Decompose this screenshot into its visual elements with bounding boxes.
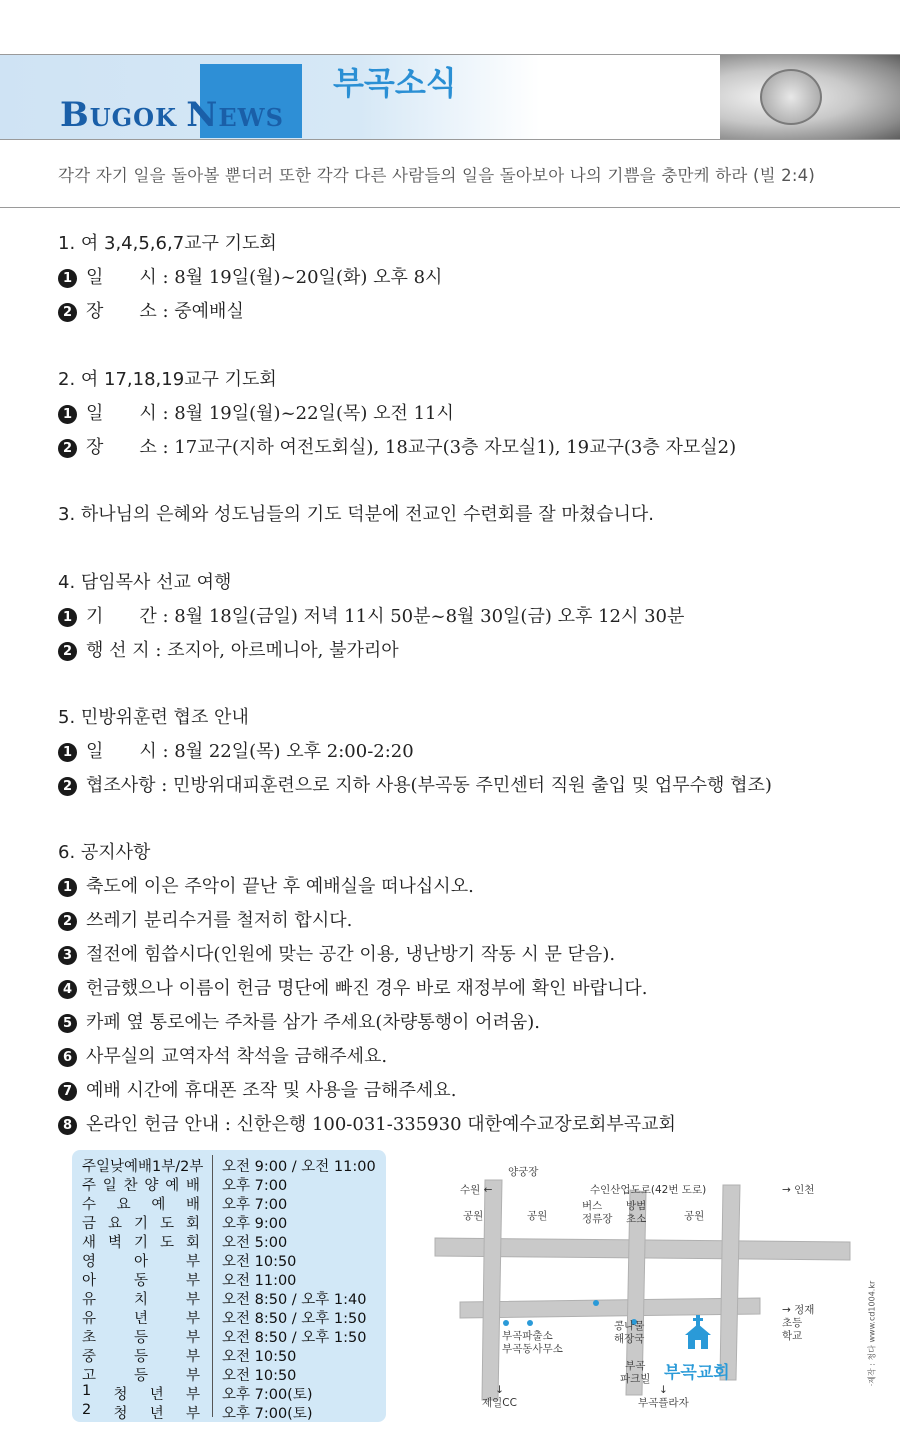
design-credit: ·제작 : 청다 www.cd1004.kr xyxy=(867,1280,877,1387)
item-5-heading: 5. 민방위훈련 협조 안내 xyxy=(58,707,249,728)
map-label-road: 수인산업도로(42번 도로) xyxy=(590,1184,707,1196)
number-badge: 1 xyxy=(58,269,77,288)
number-badge: 7 xyxy=(58,1082,77,1101)
bible-verse: 각각 자기 일을 돌아볼 뿐더러 또한 각각 다른 사람들의 일을 돌아보아 나의 기쁨을 충만케 하라 (빌 2:4) xyxy=(58,166,815,185)
schedule-time: 오전 5:00 xyxy=(222,1235,288,1251)
number-badge: 2 xyxy=(58,303,77,322)
schedule-name: 아 동 부 xyxy=(82,1273,200,1289)
number-badge: 3 xyxy=(58,946,77,965)
notice-2: 2 쓰레기 분리수거를 철저히 합시다. xyxy=(58,906,352,932)
number-badge: 2 xyxy=(58,642,77,661)
item-2-line-1: 1 일 시 : 8월 19일(월)~22일(목) 오전 11시 xyxy=(58,399,454,425)
police-marker-2 xyxy=(527,1320,533,1326)
map-label-plaza: ↓ 부곡플라자 xyxy=(638,1384,689,1409)
schedule-divider xyxy=(212,1155,213,1417)
schedule-name: 고 등 부 xyxy=(82,1368,200,1384)
map-label-school: → 정재 초등 학교 xyxy=(782,1304,815,1342)
number-badge: 1 xyxy=(58,405,77,424)
schedule-name: 유 치 부 xyxy=(82,1292,200,1308)
number-badge: 1 xyxy=(58,743,77,762)
number-badge: 8 xyxy=(58,1116,77,1135)
item-1-line-2: 2 장 소 : 중예배실 xyxy=(58,297,244,323)
schedule-time: 오후 7:00(토) xyxy=(222,1406,313,1422)
schedule-name: 금 요 기 도 회 xyxy=(82,1216,200,1232)
map-label-restaurant: 콩나물 해장국 xyxy=(614,1320,645,1345)
brand-logo: BUGOK NEWS xyxy=(60,95,284,135)
item-4-line-1: 1 기 간 : 8월 18일(금일) 저녁 11시 50분~8월 30일(금) 오후 12시 30분 xyxy=(58,602,684,628)
church-icon xyxy=(685,1315,711,1349)
map-label-park-2: 공원 xyxy=(527,1210,548,1222)
schedule-time: 오전 10:50 xyxy=(222,1254,297,1270)
schedule-time: 오전 8:50 / 오후 1:50 xyxy=(222,1330,367,1346)
number-badge: 6 xyxy=(58,1048,77,1067)
map-label-church: 부곡교회 xyxy=(664,1363,730,1383)
schedule-time: 오후 9:00 xyxy=(222,1216,288,1232)
schedule-time: 오전 10:50 xyxy=(222,1368,297,1384)
schedule-time: 오전 8:50 / 오후 1:40 xyxy=(222,1292,367,1308)
number-badge: 2 xyxy=(58,777,77,796)
schedule-time: 오전 9:00 / 오전 11:00 xyxy=(222,1159,376,1175)
schedule-time: 오전 11:00 xyxy=(222,1273,297,1289)
page-title: 부곡소식 xyxy=(333,64,457,102)
number-badge: 2 xyxy=(58,439,77,458)
map-label-jeil-cc: ↓ 제일CC xyxy=(482,1384,517,1409)
map-label-parkville: 부곡 파크빌 xyxy=(620,1360,651,1385)
map-label-bus-stop: 버스 정류장 xyxy=(582,1200,613,1225)
notice-4: 4 헌금했으나 이름이 헌금 명단에 빠진 경우 바로 재정부에 확인 바랍니다. xyxy=(58,974,647,1000)
right-road-vertical xyxy=(720,1185,740,1380)
notice-1: 1 축도에 이은 주악이 끝난 후 예배실을 떠나십시오. xyxy=(58,872,474,898)
schedule-name: 초 등 부 xyxy=(82,1330,200,1346)
schedule-time: 오후 7:00 xyxy=(222,1197,288,1213)
item-1-line-1: 1 일 시 : 8월 19일(월)~20일(화) 오후 8시 xyxy=(58,263,442,289)
map-label-police: 부곡파출소 부곡동사무소 xyxy=(502,1330,563,1355)
schedule-time: 오후 7:00(토) xyxy=(222,1387,313,1403)
left-road-vertical xyxy=(482,1180,502,1400)
lower-road-horizontal xyxy=(460,1298,760,1318)
schedule-name: 주일낮예배1부/2부 xyxy=(82,1159,204,1175)
map-label-incheon: → 인천 xyxy=(782,1184,815,1196)
item-3-heading: 3. 하나님의 은혜와 성도님들의 기도 덕분에 전교인 수련회를 잘 마쳤습니다. xyxy=(58,504,655,525)
map-label-park-1: 공원 xyxy=(463,1210,484,1222)
map-label-archery: 양궁장 xyxy=(508,1166,539,1178)
schedule-name: 1 청 년 부 xyxy=(82,1383,200,1403)
number-badge: 4 xyxy=(58,980,77,999)
schedule-time: 오전 8:50 / 오후 1:50 xyxy=(222,1311,367,1327)
police-marker-1 xyxy=(503,1320,509,1326)
item-2-line-2: 2 장 소 : 17교구(지하 여전도회실), 18교구(3층 자모실1), 19교구(3층 자모실2) xyxy=(58,433,736,459)
church-location-map xyxy=(430,1166,870,1420)
map-label-park-3: 공원 xyxy=(684,1210,705,1222)
schedule-name: 영 아 부 xyxy=(82,1254,200,1270)
schedule-name: 유 년 부 xyxy=(82,1311,200,1327)
schedule-name: 중 등 부 xyxy=(82,1349,200,1365)
map-label-suwon: 수원 ← xyxy=(460,1184,493,1196)
map-label-crime-post: 방범 초소 xyxy=(626,1200,647,1225)
schedule-name: 새 벽 기 도 회 xyxy=(82,1235,200,1251)
notice-3: 3 절전에 힘씁시다(인원에 맞는 공간 이용, 냉난방기 작동 시 문 닫음). xyxy=(58,940,615,966)
notice-6: 6 사무실의 교역자석 착석을 금해주세요. xyxy=(58,1042,387,1068)
item-4-line-2: 2 행 선 지 : 조지아, 아르메니아, 불가리아 xyxy=(58,636,399,662)
notice-5: 5 카페 옆 통로에는 주차를 삼가 주세요(차량통행이 어려움). xyxy=(58,1008,540,1034)
item-1-heading: 1. 여 3,4,5,6,7교구 기도회 xyxy=(58,233,277,254)
number-badge: 1 xyxy=(58,608,77,627)
schedule-time: 오후 7:00 xyxy=(222,1178,288,1194)
number-badge: 2 xyxy=(58,912,77,931)
schedule-name: 주 일 찬 양 예 배 xyxy=(82,1178,200,1194)
header-bottom-rule xyxy=(0,139,900,140)
verse-rule xyxy=(0,207,900,208)
number-badge: 5 xyxy=(58,1014,77,1033)
item-6-heading: 6. 공지사항 xyxy=(58,842,151,863)
item-4-heading: 4. 담임목사 선교 여행 xyxy=(58,572,232,593)
item-2-heading: 2. 여 17,18,19교구 기도회 xyxy=(58,369,277,390)
notice-8: 8 온라인 헌금 안내 : 신한은행 100-031-335930 대한예수교장로회부곡교회 xyxy=(58,1110,676,1136)
bus-stop-marker xyxy=(593,1300,599,1306)
number-badge: 1 xyxy=(58,878,77,897)
item-5-line-2: 2 협조사항 : 민방위대피훈련으로 지하 사용(부곡동 주민센터 직원 출입 및 업무수행 협조) xyxy=(58,771,772,797)
header-tree-stump-image xyxy=(720,55,900,139)
item-5-line-1: 1 일 시 : 8월 22일(목) 오후 2:00-2:20 xyxy=(58,737,414,763)
schedule-time: 오전 10:50 xyxy=(222,1349,297,1365)
schedule-name: 2 청 년 부 xyxy=(82,1402,200,1422)
schedule-name: 수 요 예 배 xyxy=(82,1197,200,1213)
notice-7: 7 예배 시간에 휴대폰 조작 및 사용을 금해주세요. xyxy=(58,1076,456,1102)
